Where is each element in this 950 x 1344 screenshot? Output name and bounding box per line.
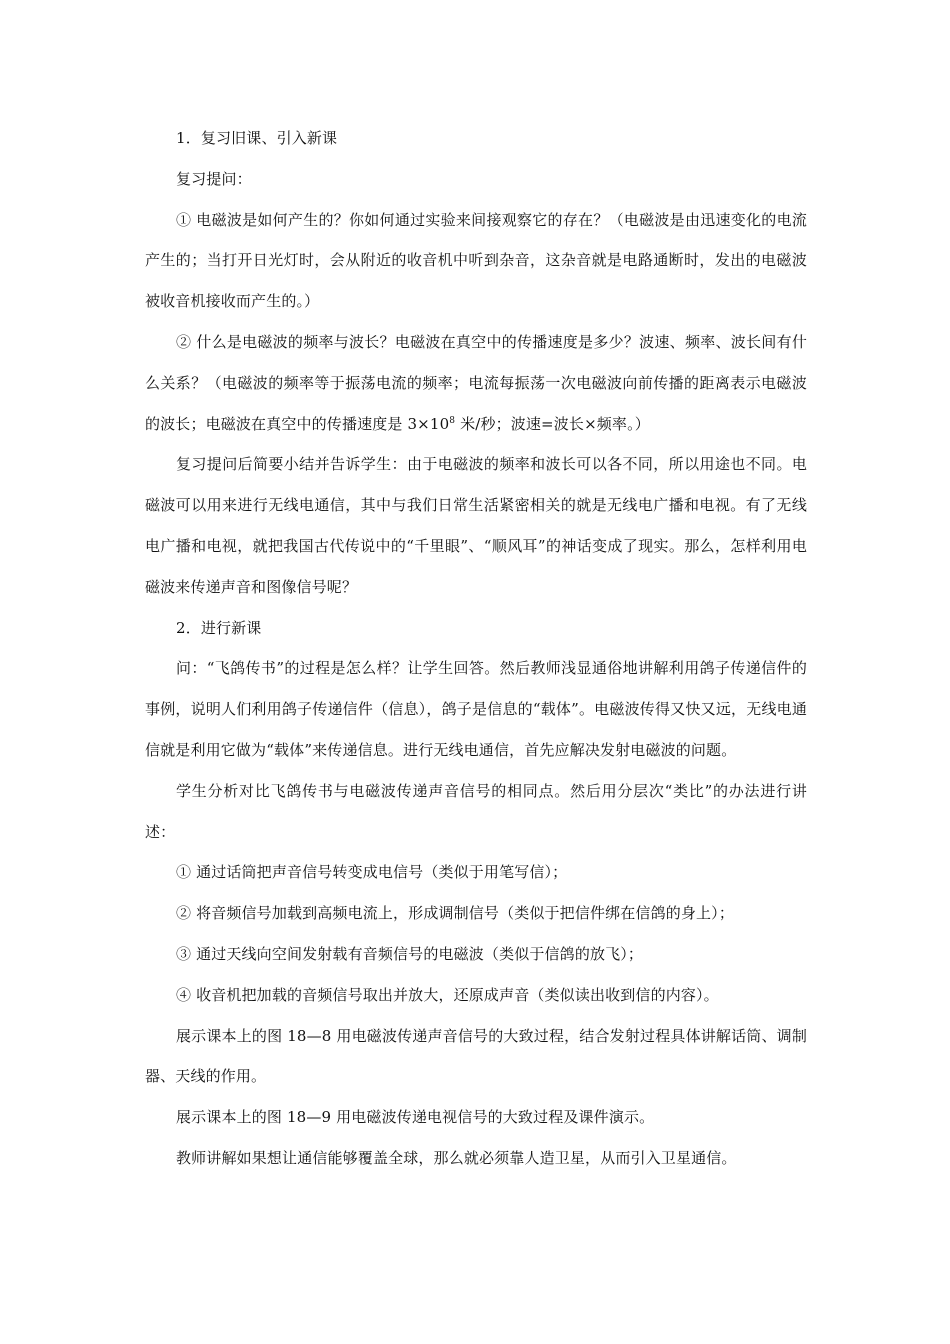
paragraph-pigeon: 问：“飞鸽传书”的过程是怎么样？让学生回答。然后教师浅显通俗地讲解利用鸽子传递信件的事例，说明人们利用鸽子传递信件（信息），鸽子是信息的“载体”。电磁波传得又快又远，无线电通信就是利用它做为“载体”来传递信息。进行无线电通信，首先应解决发射电磁波的问题。 — [145, 659, 807, 759]
list-item-step-1: ① 通过话筒把声音信号转变成电信号（类似于用笔写信）； — [176, 863, 568, 882]
section-heading-new-lesson: 2．进行新课 — [176, 618, 262, 637]
question-2-text-end: 米/秒；波速=波长×频率。） — [455, 414, 650, 433]
exponent: 8 — [449, 415, 456, 426]
list-item-step-3: ③ 通过天线向空间发射载有音频信号的电磁波（类似于信鸽的放飞）； — [176, 944, 644, 963]
paragraph-satellite: 教师讲解如果想让通信能够覆盖全球，那么就必须靠人造卫星，从而引入卫星通信。 — [176, 1148, 737, 1167]
document-body — [145, 118, 807, 1179]
list-item-step-4: ④ 收音机把加载的音频信号取出并放大，还原成声音（类似读出收到信的内容）。 — [176, 985, 719, 1004]
question-2-text: ② 什么是电磁波的频率与波长？电磁波在真空中的传播速度是多少？波速、频率、波长间有什么关系？（电磁波的频率等于振荡电流的频率；电流每振荡一次电磁波向前传播的距离表示电磁波的波长；电磁波在真空中的传播速度是 3×10 — [145, 332, 807, 433]
section-heading-review: 1．复习旧课、引入新课 — [176, 129, 338, 147]
paragraph-summary: 复习提问后简要小结并告诉学生：由于电磁波的频率和波长可以各不同，所以用途也不同。电磁波可以用来进行无线电通信，其中与我们日常生活紧密相关的就是无线电广播和电视。有了无线电广播和电视，就把我国古代传说中的“千里眼”、“顺风耳”的神话变成了现实。那么，怎样利用电磁波来传递声音和图像信号呢？ — [145, 455, 807, 596]
paragraph-question-1: ① 电磁波是如何产生的？你如何通过实验来间接观察它的存在？（电磁波是由迅速变化的电流产生的；当打开日光灯时，会从附近的收音机中听到杂音，这杂音就是电路通断时，发出的电磁波被收音机接收而产生的。） — [145, 210, 807, 311]
paragraph-analysis: 学生分析对比飞鸽传书与电磁波传递声音信号的相同点。然后用分层次“类比”的办法进行讲述： — [145, 781, 807, 841]
paragraph-figure-18-9: 展示课本上的图 18—9 用电磁波传递电视信号的大致过程及课件演示。 — [176, 1108, 655, 1127]
paragraph-question-2 — [145, 322, 807, 444]
list-item-step-2: ② 将音频信号加载到高频电流上，形成调制信号（类似于把信件绑在信鸽的身上）； — [176, 904, 734, 923]
paragraph-review-questions: 复习提问： — [176, 169, 252, 188]
paragraph-figure-18-8: 展示课本上的图 18—8 用电磁波传递声音信号的大致过程，结合发射过程具体讲解话筒、调制器、天线的作用。 — [145, 1026, 807, 1086]
